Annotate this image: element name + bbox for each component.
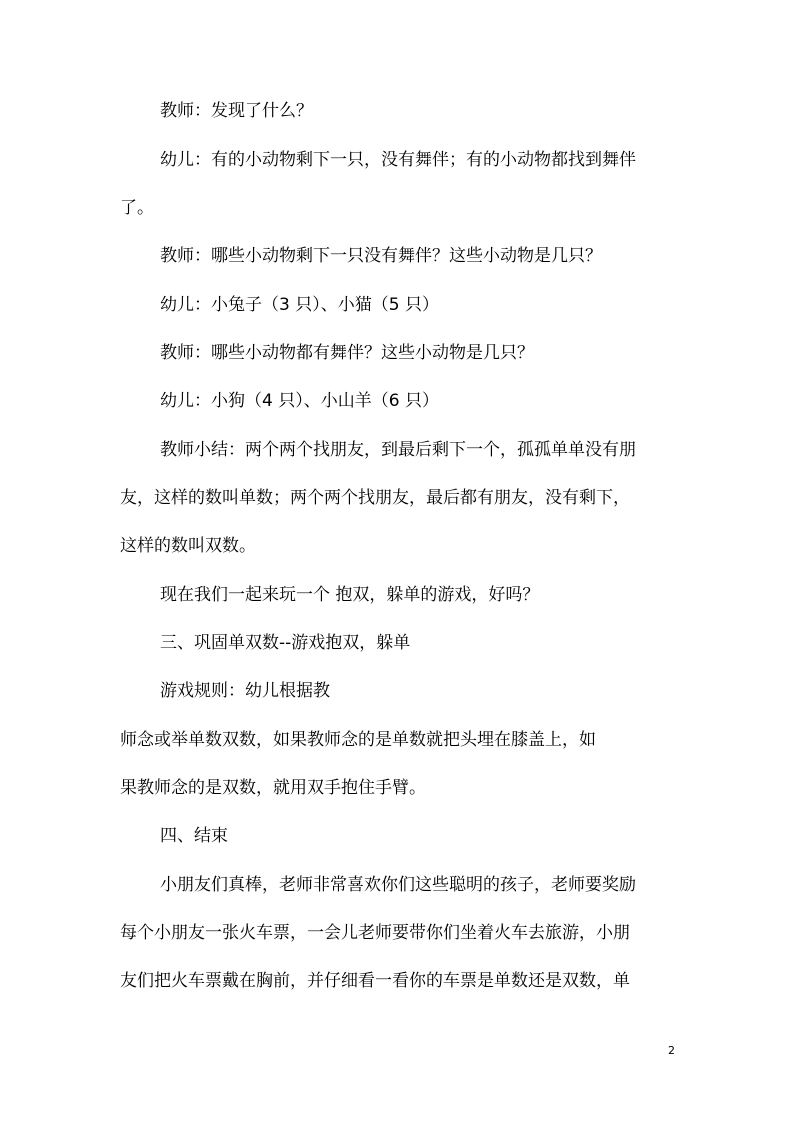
text-line: 了。 (120, 198, 154, 218)
text-line: 友，这样的数叫单数；两个两个找朋友，最后都有朋友，没有剩下， (120, 488, 630, 508)
page-number: 2 (668, 1044, 675, 1057)
text-line: 幼儿：小兔子（3 只）、小猫（5 只） (160, 295, 439, 315)
text-line: 每个小朋友一张火车票，一会儿老师要带你们坐着火车去旅游，小朋 (120, 923, 630, 943)
text-line: 教师小结：两个两个找朋友，到最后剩下一个，孤孤单单没有朋 (160, 440, 636, 460)
text-line: 教师：发现了什么？ (160, 101, 313, 121)
text-line: 这样的数叫双数。 (120, 536, 256, 556)
text-line: 四、结束 (160, 826, 228, 846)
text-line: 游戏规则：幼儿根据教 (160, 681, 330, 701)
text-line: 幼儿：有的小动物剩下一只，没有舞伴；有的小动物都找到舞伴 (160, 150, 636, 170)
text-line: 三、巩固单双数--游戏抱双，躲单 (160, 633, 411, 653)
text-line: 现在我们一起来玩一个 抱双，躲单的游戏，好吗？ (160, 585, 540, 605)
text-line: 教师：哪些小动物剩下一只没有舞伴？这些小动物是几只？ (160, 246, 602, 266)
text-line: 果教师念的是双数，就用双手抱住手臂。 (120, 778, 426, 798)
text-line: 友们把火车票戴在胸前，并仔细看一看你的车票是单数还是双数，单 (120, 971, 630, 991)
text-line: 小朋友们真棒，老师非常喜欢你们这些聪明的孩子，老师要奖励 (160, 875, 636, 895)
text-line: 师念或举单数双数，如果教师念的是单数就把头埋在膝盖上，如 (120, 730, 596, 750)
text-line: 教师：哪些小动物都有舞伴？这些小动物是几只？ (160, 343, 534, 363)
text-line: 幼儿：小狗（4 只）、小山羊（6 只） (160, 391, 439, 411)
